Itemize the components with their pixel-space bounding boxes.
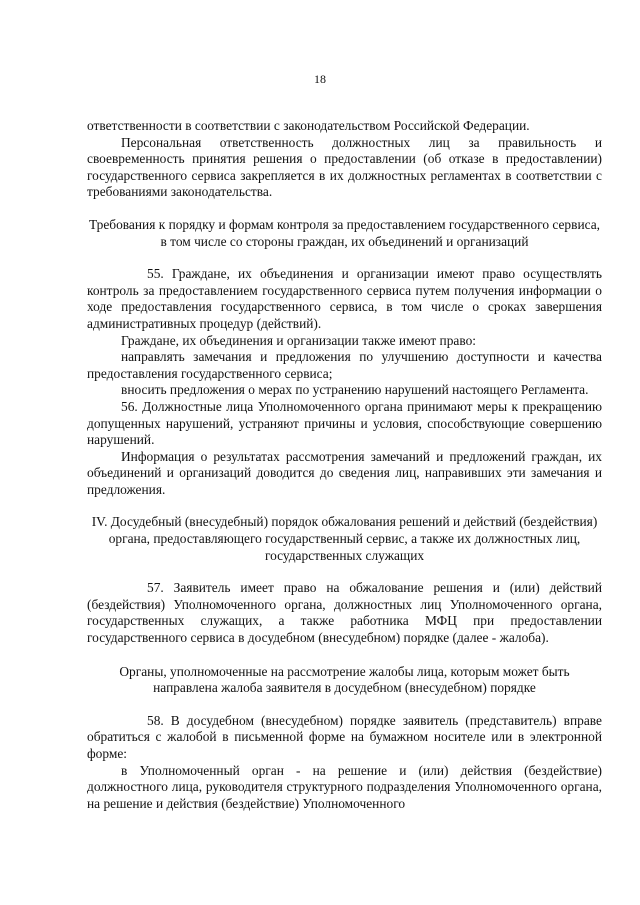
paragraph-55: 55. Граждане, их объединения и организации имеют право осуществлять контроль за предоставлением государственного сервиса путем получения информации о ходе предоставления государственного сервиса, в том числе о сроках завершения административных процедур (действий). xyxy=(87,266,602,331)
section-heading: Требования к порядку и формам контроля за предоставлением государственного сервиса, в том числе со стороны граждан, их объединений и организаций xyxy=(88,216,601,249)
list-item: в Уполномоченный орган - на решение и (или) действия (бездействие) должностного лица, руководителя структурного подразделения Уполномоченного органа, на решение и действия (бездействие) Уполномоченного xyxy=(87,762,602,811)
page-number: 18 xyxy=(314,72,326,86)
chapter-heading: IV. Досудебный (внесудебный) порядок обжалования решений и действий (бездействия) органа, предоставляющего государственный сервис, а также их должностных лиц, государственных служащих xyxy=(91,514,598,563)
section-heading: Органы, уполномоченные на рассмотрение жалобы лица, которым может быть направлена жалоба заявителя в досудебном (внесудебном) порядке xyxy=(119,663,570,696)
paragraph: Информация о результатах рассмотрения замечаний и предложений граждан, их объединений и организаций доводится до сведения лиц, направивших эти замечания и предложения. xyxy=(87,448,602,497)
paragraph-58: 58. В досудебном (внесудебном) порядке заявитель (представитель) вправе обратиться с жалобой в письменной форме на бумажном носителе или в электронной форме: xyxy=(87,712,602,761)
paragraph: Граждане, их объединения и организации также имеют право: xyxy=(121,332,476,348)
list-item: направлять замечания и предложения по улучшению доступности и качества предоставления государственного сервиса; xyxy=(87,349,602,381)
paragraph: ответственности в соответствии с законодательством Российской Федерации. xyxy=(87,118,530,133)
paragraph-56: 56. Должностные лица Уполномоченного органа принимают меры к прекращению допущенных нарушений, устраняют причины и условия, способствующие совершению нарушений. xyxy=(87,398,602,448)
list-item: вносить предложения о мерах по устранению нарушений настоящего Регламента. xyxy=(121,382,589,398)
paragraph-57: 57. Заявитель имеет право на обжалование решения и (или) действий (бездействия) Уполномоченного органа, должностных лиц Уполномоченного органа, государственных служащих, а также работника МФЦ при предоставлении государственного сервиса в досудебном (внесудебном) порядке (далее - жалоба). xyxy=(87,580,602,646)
document-body xyxy=(87,118,602,812)
paragraph: Персональная ответственность должностных лиц за правильность и своевременность принятия решения о предоставлении (об отказе в предоставлении) государственного сервиса закрепляется в их должностных регламентах в соответствии с требованиями законодательства. xyxy=(87,134,602,200)
